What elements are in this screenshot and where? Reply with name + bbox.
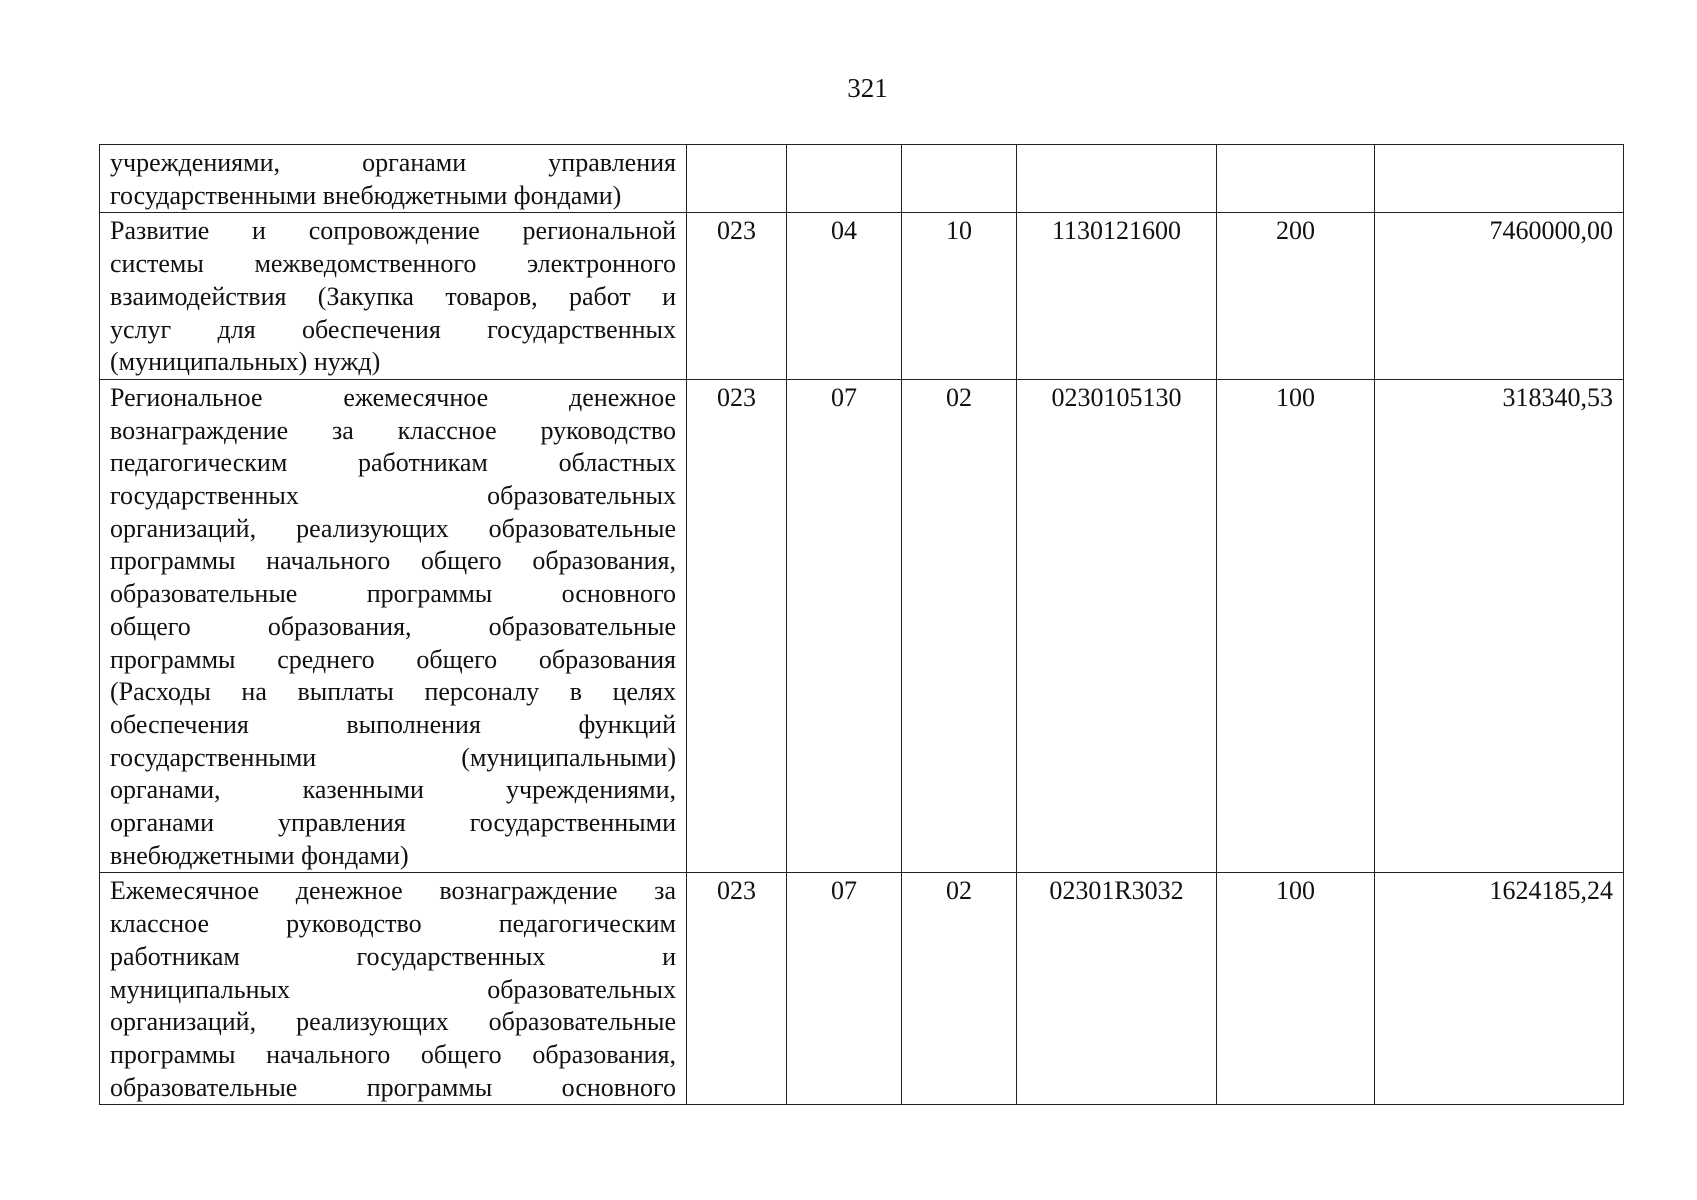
grbs-code-cell: 023: [687, 213, 787, 380]
description-line: классное руководство педагогическим: [110, 909, 676, 939]
description-line: (Расходы на выплаты персоналу в целях: [110, 677, 676, 707]
description-line: работникам государственных и: [110, 941, 676, 971]
description-line: (муниципальных) нужд): [110, 347, 381, 377]
target-article-code-cell: [1017, 145, 1217, 213]
description-line: образовательные программы основного: [110, 579, 676, 609]
description-line: образовательные программы основного: [110, 1072, 676, 1102]
subsection-code-cell: [902, 145, 1017, 213]
description-line: органами, казенными учреждениями,: [110, 775, 676, 805]
description-line: обеспечения выполнения функций: [110, 709, 676, 739]
description-line: Региональное ежемесячное денежное: [110, 382, 676, 412]
description-line: системы межведомственного электронного: [110, 249, 676, 279]
description-line: программы начального общего образования,: [110, 546, 676, 576]
grbs-code-cell: [687, 145, 787, 213]
section-code-cell: 04: [787, 213, 902, 380]
description-line: муниципальных образовательных: [110, 974, 676, 1004]
description-line: государственных образовательных: [110, 481, 676, 511]
target-article-code-cell: 1130121600: [1017, 213, 1217, 380]
description-line: организаций, реализующих образовательные: [110, 513, 676, 543]
description-line: вознаграждение за классное руководство: [110, 415, 676, 445]
expense-type-code-cell: 200: [1217, 213, 1375, 380]
expense-type-code-cell: 100: [1217, 873, 1375, 1105]
description-line: педагогическим работникам областных: [110, 448, 676, 478]
description-line: общего образования, образовательные: [110, 611, 676, 641]
table-row: [100, 873, 1624, 1105]
expense-description-cell: [100, 213, 687, 380]
description-line: услуг для обеспечения государственных: [110, 314, 676, 344]
section-code-cell: 07: [787, 379, 902, 873]
description-line: государственными (муниципальными): [110, 742, 676, 772]
description-line: Ежемесячное денежное вознаграждение за: [110, 876, 676, 906]
description-line: учреждениями, органами управления: [110, 148, 676, 177]
description-line: взаимодействия (Закупка товаров, работ и: [110, 281, 676, 311]
description-line: организаций, реализующих образовательные: [110, 1007, 676, 1037]
target-article-code-cell: 0230105130: [1017, 379, 1217, 873]
amount-cell: 1624185,24: [1375, 873, 1624, 1105]
table-row: [100, 145, 1624, 213]
budget-table: [99, 144, 1624, 1105]
table-row: [100, 379, 1624, 873]
description-line: государственными внебюджетными фондами): [110, 180, 622, 210]
target-article-code-cell: 02301R3032: [1017, 873, 1217, 1105]
page-number: 321: [847, 73, 888, 103]
subsection-code-cell: 10: [902, 213, 1017, 380]
subsection-code-cell: 02: [902, 873, 1017, 1105]
subsection-code-cell: 02: [902, 379, 1017, 873]
description-line: программы среднего общего образования: [110, 644, 676, 674]
table-row: [100, 213, 1624, 380]
description-line: Развитие и сопровождение региональной: [110, 216, 676, 246]
section-code-cell: [787, 145, 902, 213]
section-code-cell: 07: [787, 873, 902, 1105]
description-line: внебюджетными фондами): [110, 840, 409, 870]
description-line: органами управления государственными: [110, 808, 676, 838]
amount-cell: 7460000,00: [1375, 213, 1624, 380]
amount-cell: [1375, 145, 1624, 213]
expense-description-cell: [100, 145, 687, 213]
description-line: программы начального общего образования,: [110, 1039, 676, 1069]
expense-description-cell: [100, 873, 687, 1105]
grbs-code-cell: 023: [687, 379, 787, 873]
expense-description-cell: [100, 379, 687, 873]
expense-type-code-cell: [1217, 145, 1375, 213]
expense-type-code-cell: 100: [1217, 379, 1375, 873]
amount-cell: 318340,53: [1375, 379, 1624, 873]
grbs-code-cell: 023: [687, 873, 787, 1105]
